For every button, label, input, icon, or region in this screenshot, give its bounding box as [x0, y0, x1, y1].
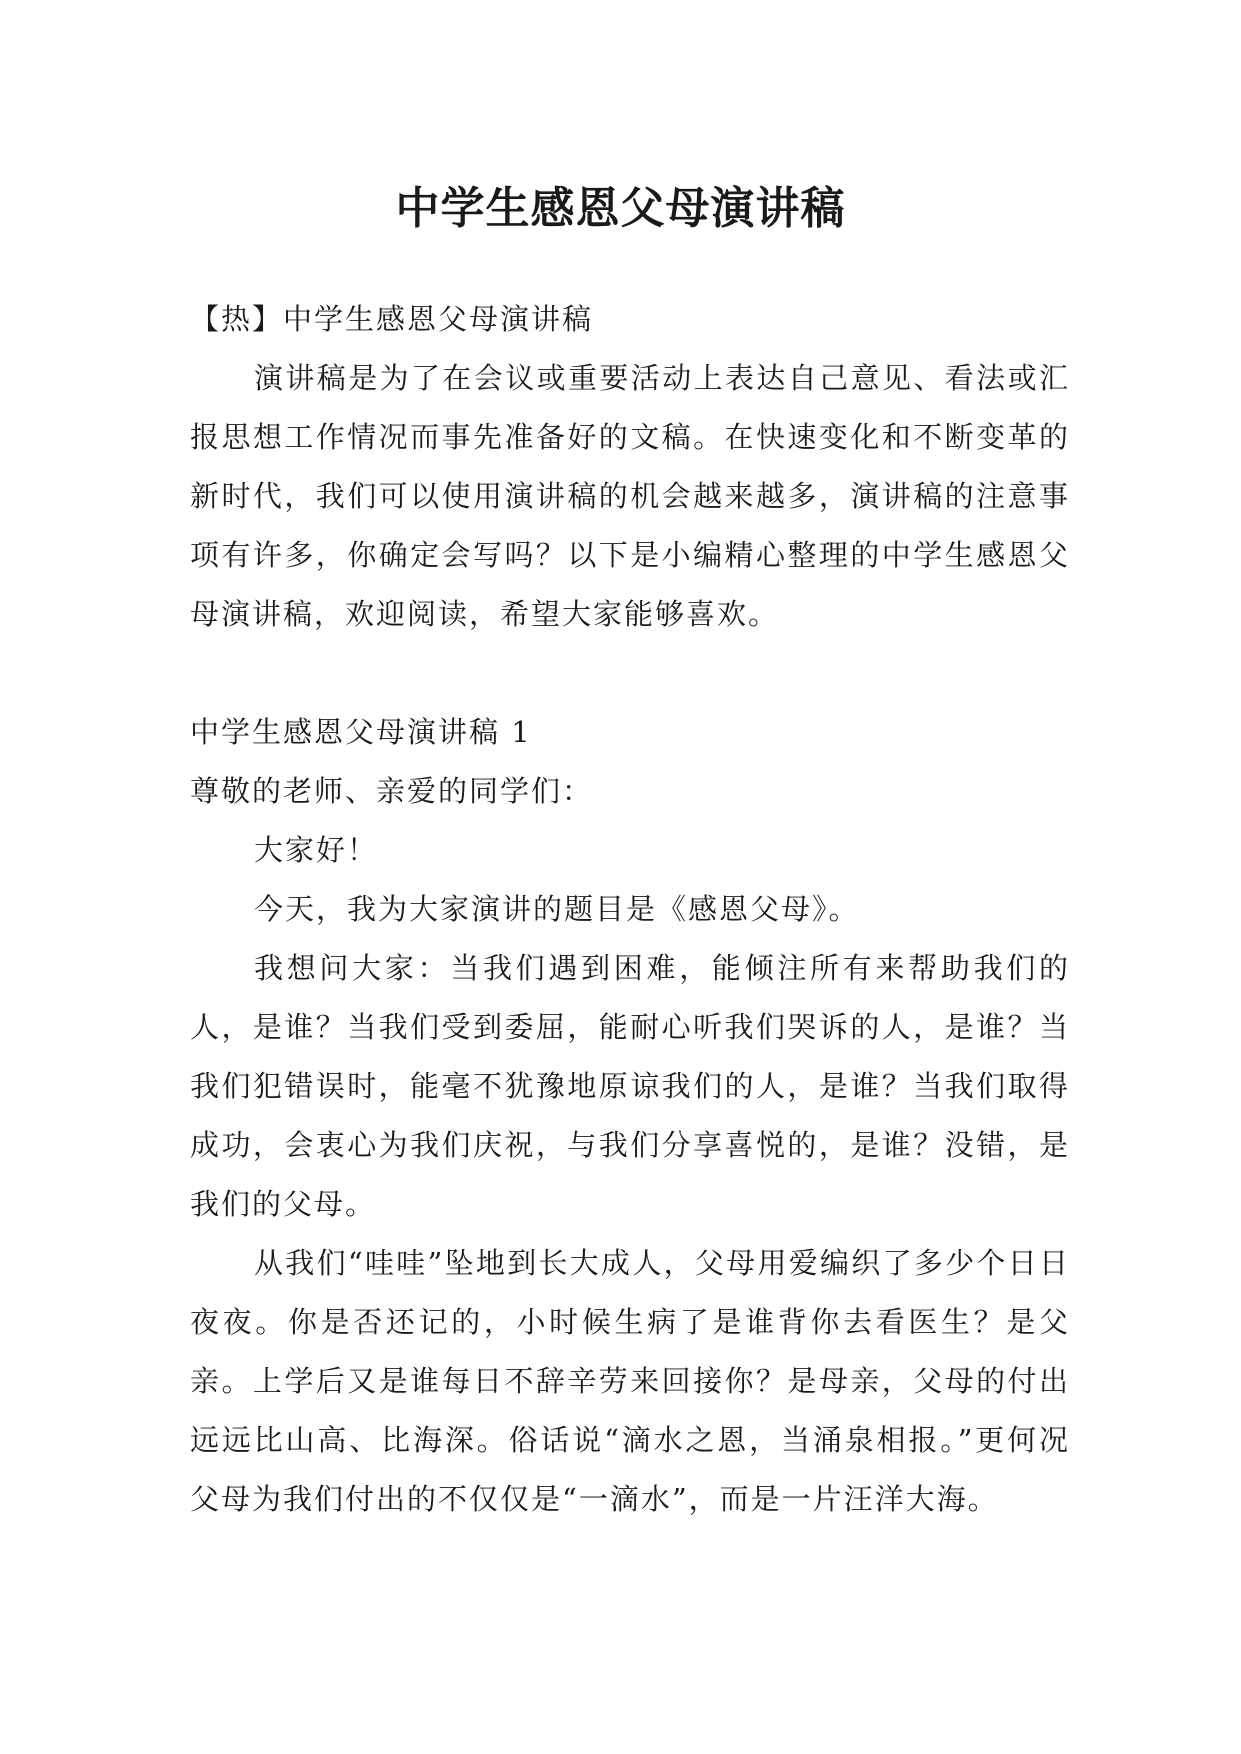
- hot-line: 【热】中学生感恩父母演讲稿: [190, 302, 594, 336]
- body-paragraph: 我想问大家：当我们遇到困难，能倾注所有来帮助我们的人，是谁？当我们受到委屈，能耐心听我们哭诉的人，是谁？当我们犯错误时，能毫不犹豫地原谅我们的人，是谁？当我们取得成功，会衷心为我们庆祝，与我们分享喜悦的，是谁？没错，是我们的父母。: [190, 951, 1070, 1221]
- salutation: 尊敬的老师、亲爱的同学们：: [190, 774, 594, 808]
- body-paragraph: 从我们“哇哇”坠地到长大成人，父母用爱编织了多少个日日夜夜。你是否还记的，小时候生病了是谁背你去看医生？是父亲。上学后又是谁每日不辞辛劳来回接你？是母亲，父母的付出远远比山高、比海深。俗话说“滴水之恩，当涌泉相报。”更何况父母为我们付出的不仅仅是“一滴水”，而是一片汪洋大海。: [190, 1246, 1070, 1516]
- section-title: 中学生感恩父母演讲稿 1: [190, 715, 532, 749]
- document-body: [190, 290, 1070, 1529]
- greeting: 大家好！: [254, 833, 379, 867]
- document-title: 中学生感恩父母演讲稿: [395, 183, 846, 235]
- body-paragraph: 今天，我为大家演讲的题目是《感恩父母》。: [254, 892, 860, 926]
- intro-paragraph: 演讲稿是为了在会议或重要活动上表达自己意见、看法或汇报思想工作情况而事先准备好的文稿。在快速变化和不断变革的新时代，我们可以使用演讲稿的机会越来越多，演讲稿的注意事项有许多，你确定会写吗？以下是小编精心整理的中学生感恩父母演讲稿，欢迎阅读，希望大家能够喜欢。: [190, 361, 1070, 631]
- section-spacer: [190, 644, 1070, 703]
